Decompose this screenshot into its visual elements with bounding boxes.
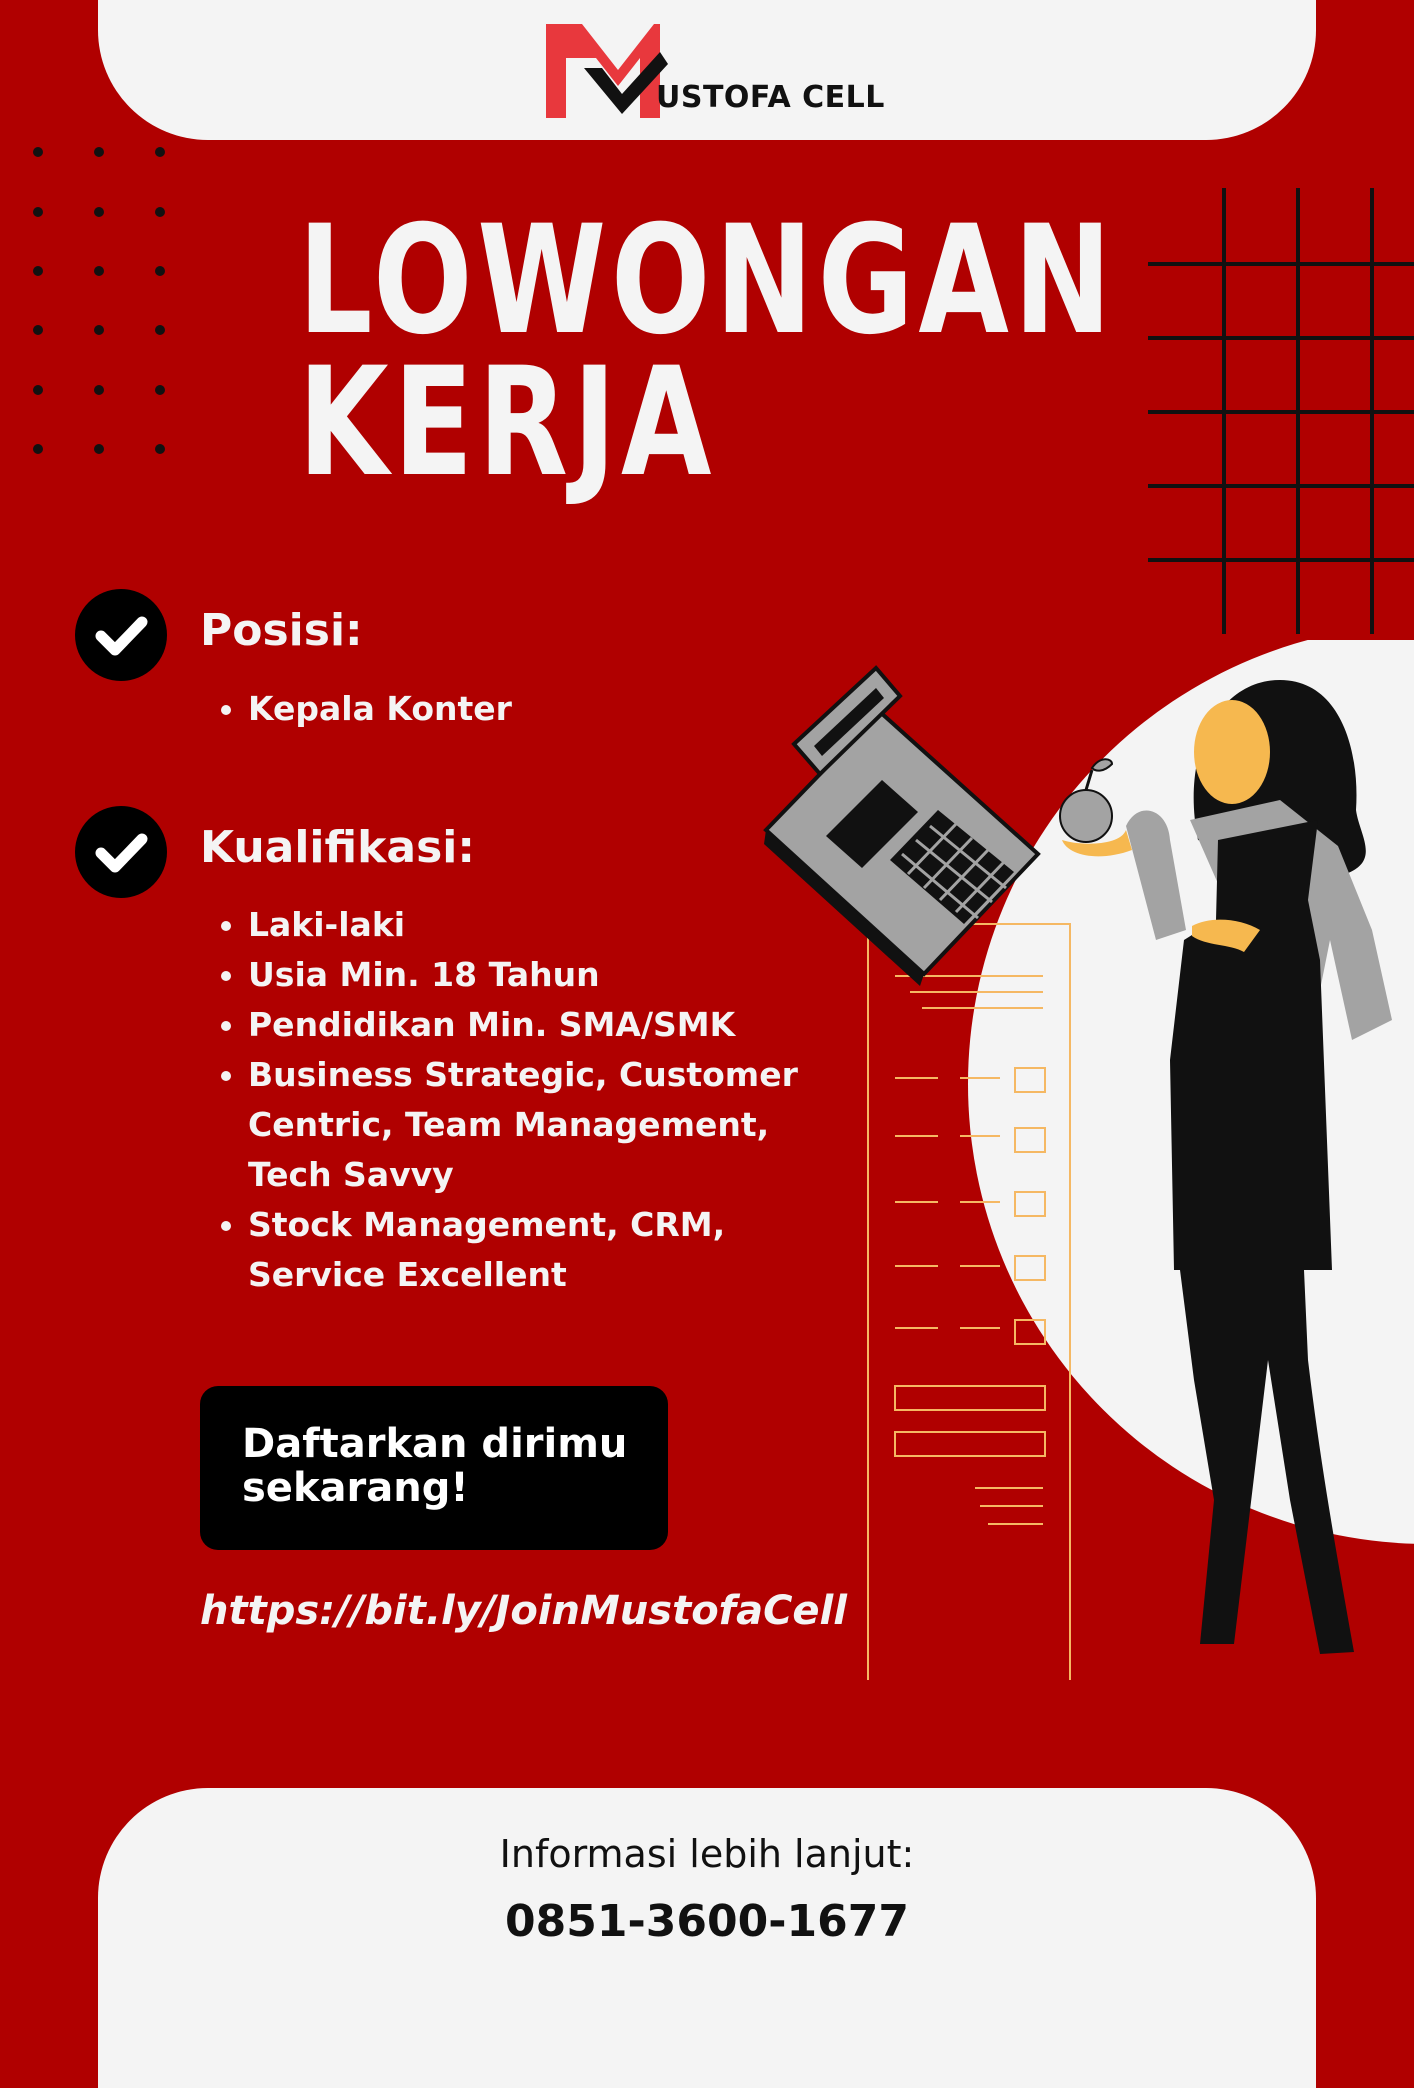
qualifications-title: Kualifikasi: <box>200 822 475 873</box>
list-item: • Stock Management, CRM, Service Excellent <box>248 1200 828 1300</box>
list-item: • Kepala Konter <box>248 684 512 734</box>
register-button[interactable] <box>200 1386 668 1550</box>
brand-name: USTOFA CELL <box>656 80 885 115</box>
page-title <box>298 194 1117 510</box>
registration-link[interactable]: https://bit.ly/JoinMustofaCell <box>200 1588 847 1634</box>
list-item: • Usia Min. 18 Tahun <box>248 950 828 1000</box>
title-line-2: KERJA <box>298 336 717 510</box>
contact-phone[interactable]: 0851-3600-1677 <box>505 1896 909 1947</box>
title-line-1: LOWONGAN <box>298 194 1117 368</box>
qualifications-list <box>202 900 828 1300</box>
footer-label: Informasi lebih lanjut: <box>499 1832 915 1876</box>
check-circle-icon <box>75 589 167 681</box>
list-item: • Pendidikan Min. SMA/SMK <box>248 1000 828 1050</box>
list-item: • Laki-laki <box>248 900 828 950</box>
decorative-dot-grid <box>28 142 178 462</box>
check-circle-icon <box>75 806 167 898</box>
footer-card <box>98 1788 1316 2088</box>
position-list <box>202 684 512 734</box>
list-item: • Business Strategic, Customer Centric, Team Management, Tech Savvy <box>248 1050 828 1200</box>
position-title: Posisi: <box>200 605 363 656</box>
decorative-line-grid <box>1148 188 1414 638</box>
register-button-label: Daftarkan dirimu sekarang! <box>242 1421 628 1511</box>
cashier-illustration <box>760 640 1414 1680</box>
